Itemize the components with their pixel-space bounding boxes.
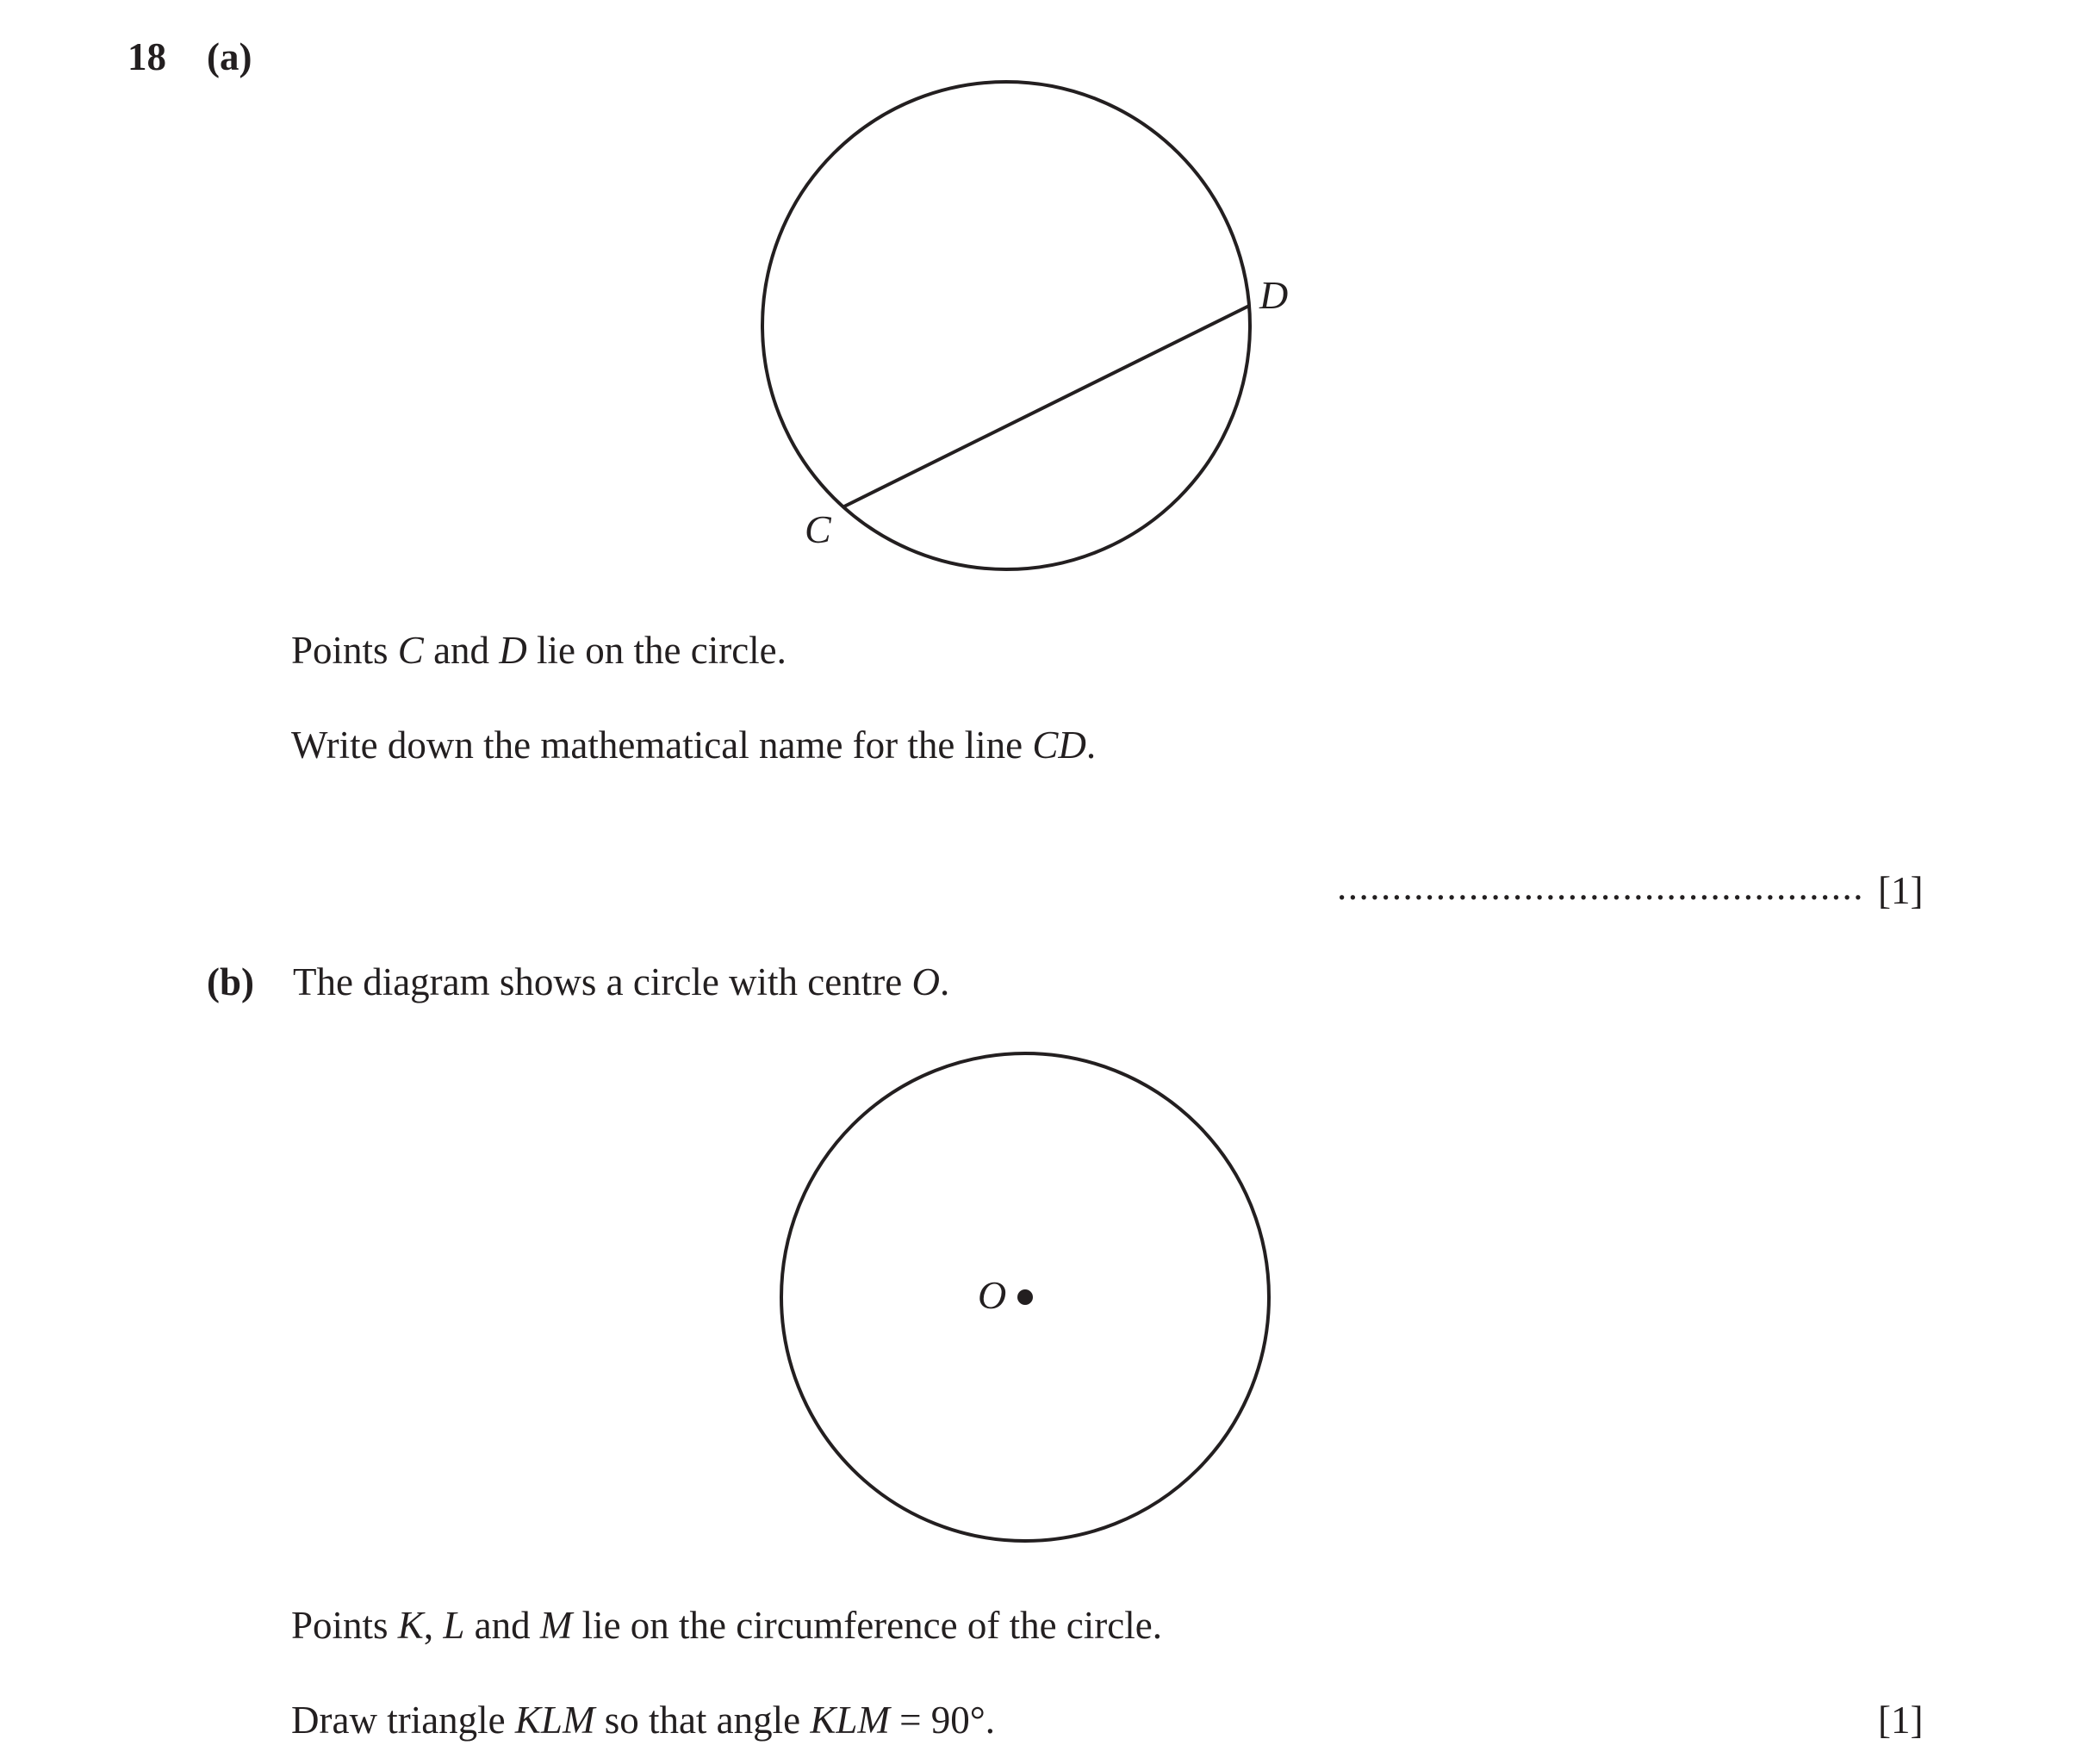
part-a-diagram <box>0 0 2083 603</box>
triangle-klm-ref: KLM <box>514 1699 595 1742</box>
answer-line-a[interactable]: ................................................ <box>1337 865 1864 908</box>
part-b-statement <box>291 1606 1162 1645</box>
statement-text: Points <box>291 629 398 672</box>
part-a-label: (a) <box>207 35 252 78</box>
statement-text: lie on the circumference of the circle. <box>572 1604 1162 1647</box>
point-c-ref: C <box>397 629 424 672</box>
statement-text: and <box>423 629 500 672</box>
centre-dot <box>1017 1289 1033 1305</box>
point-k-ref: K <box>397 1604 424 1647</box>
question-number: 18 <box>127 35 166 78</box>
point-d-ref: D <box>499 629 527 672</box>
part-a-statement <box>291 631 787 670</box>
point-l-ref: L <box>443 1604 465 1647</box>
marks-a: [1] <box>1878 869 1924 912</box>
instruction-text: so that angle <box>594 1699 811 1742</box>
instruction-text: = 90°. <box>889 1699 996 1742</box>
marks-b: [1] <box>1878 1699 1924 1742</box>
label-d: D <box>1259 273 1289 317</box>
intro-text: . <box>939 960 950 1003</box>
label-c: C <box>805 507 831 551</box>
line-cd-ref: CD <box>1032 724 1086 767</box>
chord-cd <box>843 306 1249 507</box>
angle-klm-ref: KLM <box>810 1699 890 1742</box>
part-b-instruction <box>291 1701 995 1740</box>
statement-text: lie on the circle. <box>526 629 787 672</box>
question-text: Write down the mathematical name for the line <box>291 724 1033 767</box>
circle-a <box>762 82 1250 569</box>
centre-o-ref: O <box>911 960 940 1003</box>
statement-text: , <box>423 1604 444 1647</box>
point-m-ref: M <box>539 1604 573 1647</box>
label-o: O <box>978 1273 1007 1317</box>
statement-text: Points <box>291 1604 398 1647</box>
part-b-label: (b) <box>207 960 254 1003</box>
part-a-question <box>291 726 1096 765</box>
statement-text: and <box>464 1604 540 1647</box>
question-text: . <box>1085 724 1097 767</box>
instruction-text: Draw triangle <box>291 1699 515 1742</box>
intro-text: The diagram shows a circle with centre <box>293 960 912 1003</box>
part-b-diagram[interactable] <box>0 991 2083 1593</box>
